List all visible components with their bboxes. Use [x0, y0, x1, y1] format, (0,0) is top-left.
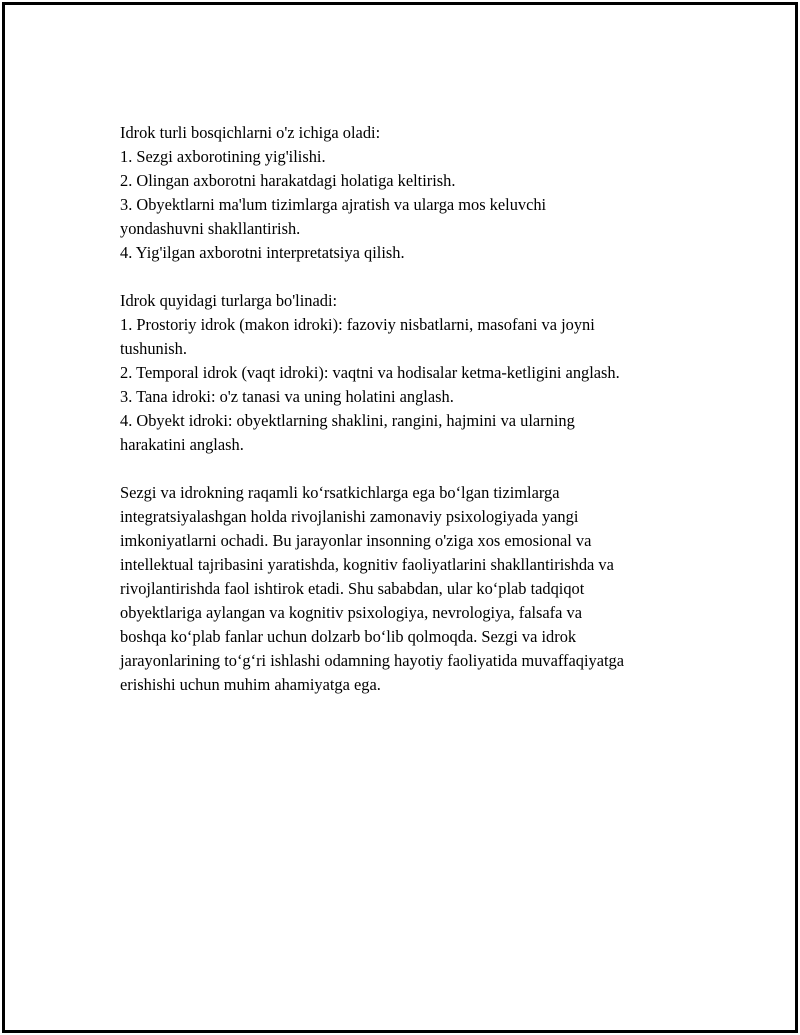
paragraph-spacer [120, 457, 700, 481]
list-item-continuation: tushunish. [120, 339, 187, 358]
section-heading: Idrok quyidagi turlarga bo'linadi: [120, 291, 338, 310]
section-conclusion [120, 481, 700, 697]
list-item: 2. Olingan axborotni harakatdagi holatiga keltirish. [120, 171, 456, 190]
paragraph-line: intellektual tajribasini yaratishda, kognitiv faoliyatlarini shakllantirishda va [120, 555, 614, 574]
paragraph-line: erishishi uchun muhim ahamiyatga ega. [120, 675, 381, 694]
paragraph-line: rivojlantirishda faol ishtirok etadi. Shu sababdan, ular koʻplab tadqiqot [120, 579, 585, 598]
list-item: 3. Tana idroki: o'z tanasi va uning holatini anglash. [120, 387, 454, 406]
paragraph-line: imkoniyatlarni ochadi. Bu jarayonlar insonning o'ziga xos emosional va [120, 531, 592, 550]
paragraph-line: obyektlariga aylangan va kognitiv psixologiya, nevrologiya, falsafa va [120, 603, 582, 622]
list-item: 4. Yig'ilgan axborotni interpretatsiya qilish. [120, 243, 405, 262]
paragraph-line: integratsiyalashgan holda rivojlanishi zamonaviy psixologiyada yangi [120, 507, 579, 526]
list-item: 2. Temporal idrok (vaqt idroki): vaqtni va hodisalar ketma-ketligini anglash. [120, 363, 620, 382]
paragraph-line: boshqa koʻplab fanlar uchun dolzarb boʻlib qolmoqda. Sezgi va idrok [120, 627, 577, 646]
list-item: 1. Prostoriy idrok (makon idroki): fazoviy nisbatlarni, masofani va joyni [120, 315, 595, 334]
section-heading: Idrok turli bosqichlarni o'z ichiga oladi: [120, 123, 381, 142]
document-page [2, 2, 798, 1033]
paragraph-spacer [120, 265, 700, 289]
list-item-continuation: harakatini anglash. [120, 435, 244, 454]
paragraph-line: Sezgi va idrokning raqamli koʻrsatkichlarga ega boʻlgan tizimlarga [120, 483, 560, 502]
list-item-continuation: yondashuvni shakllantirish. [120, 219, 301, 238]
document-body [120, 121, 700, 697]
list-item: 4. Obyekt idroki: obyektlarning shaklini, rangini, hajmini va ularning [120, 411, 575, 430]
list-item: 1. Sezgi axborotining yig'ilishi. [120, 147, 326, 166]
paragraph-line: jarayonlarining toʻgʻri ishlashi odamning hayotiy faoliyatida muvaffaqiyatga [120, 651, 625, 670]
list-item: 3. Obyektlarni ma'lum tizimlarga ajratish va ularga mos keluvchi [120, 195, 547, 214]
section-stages [120, 121, 700, 265]
section-types [120, 289, 700, 457]
